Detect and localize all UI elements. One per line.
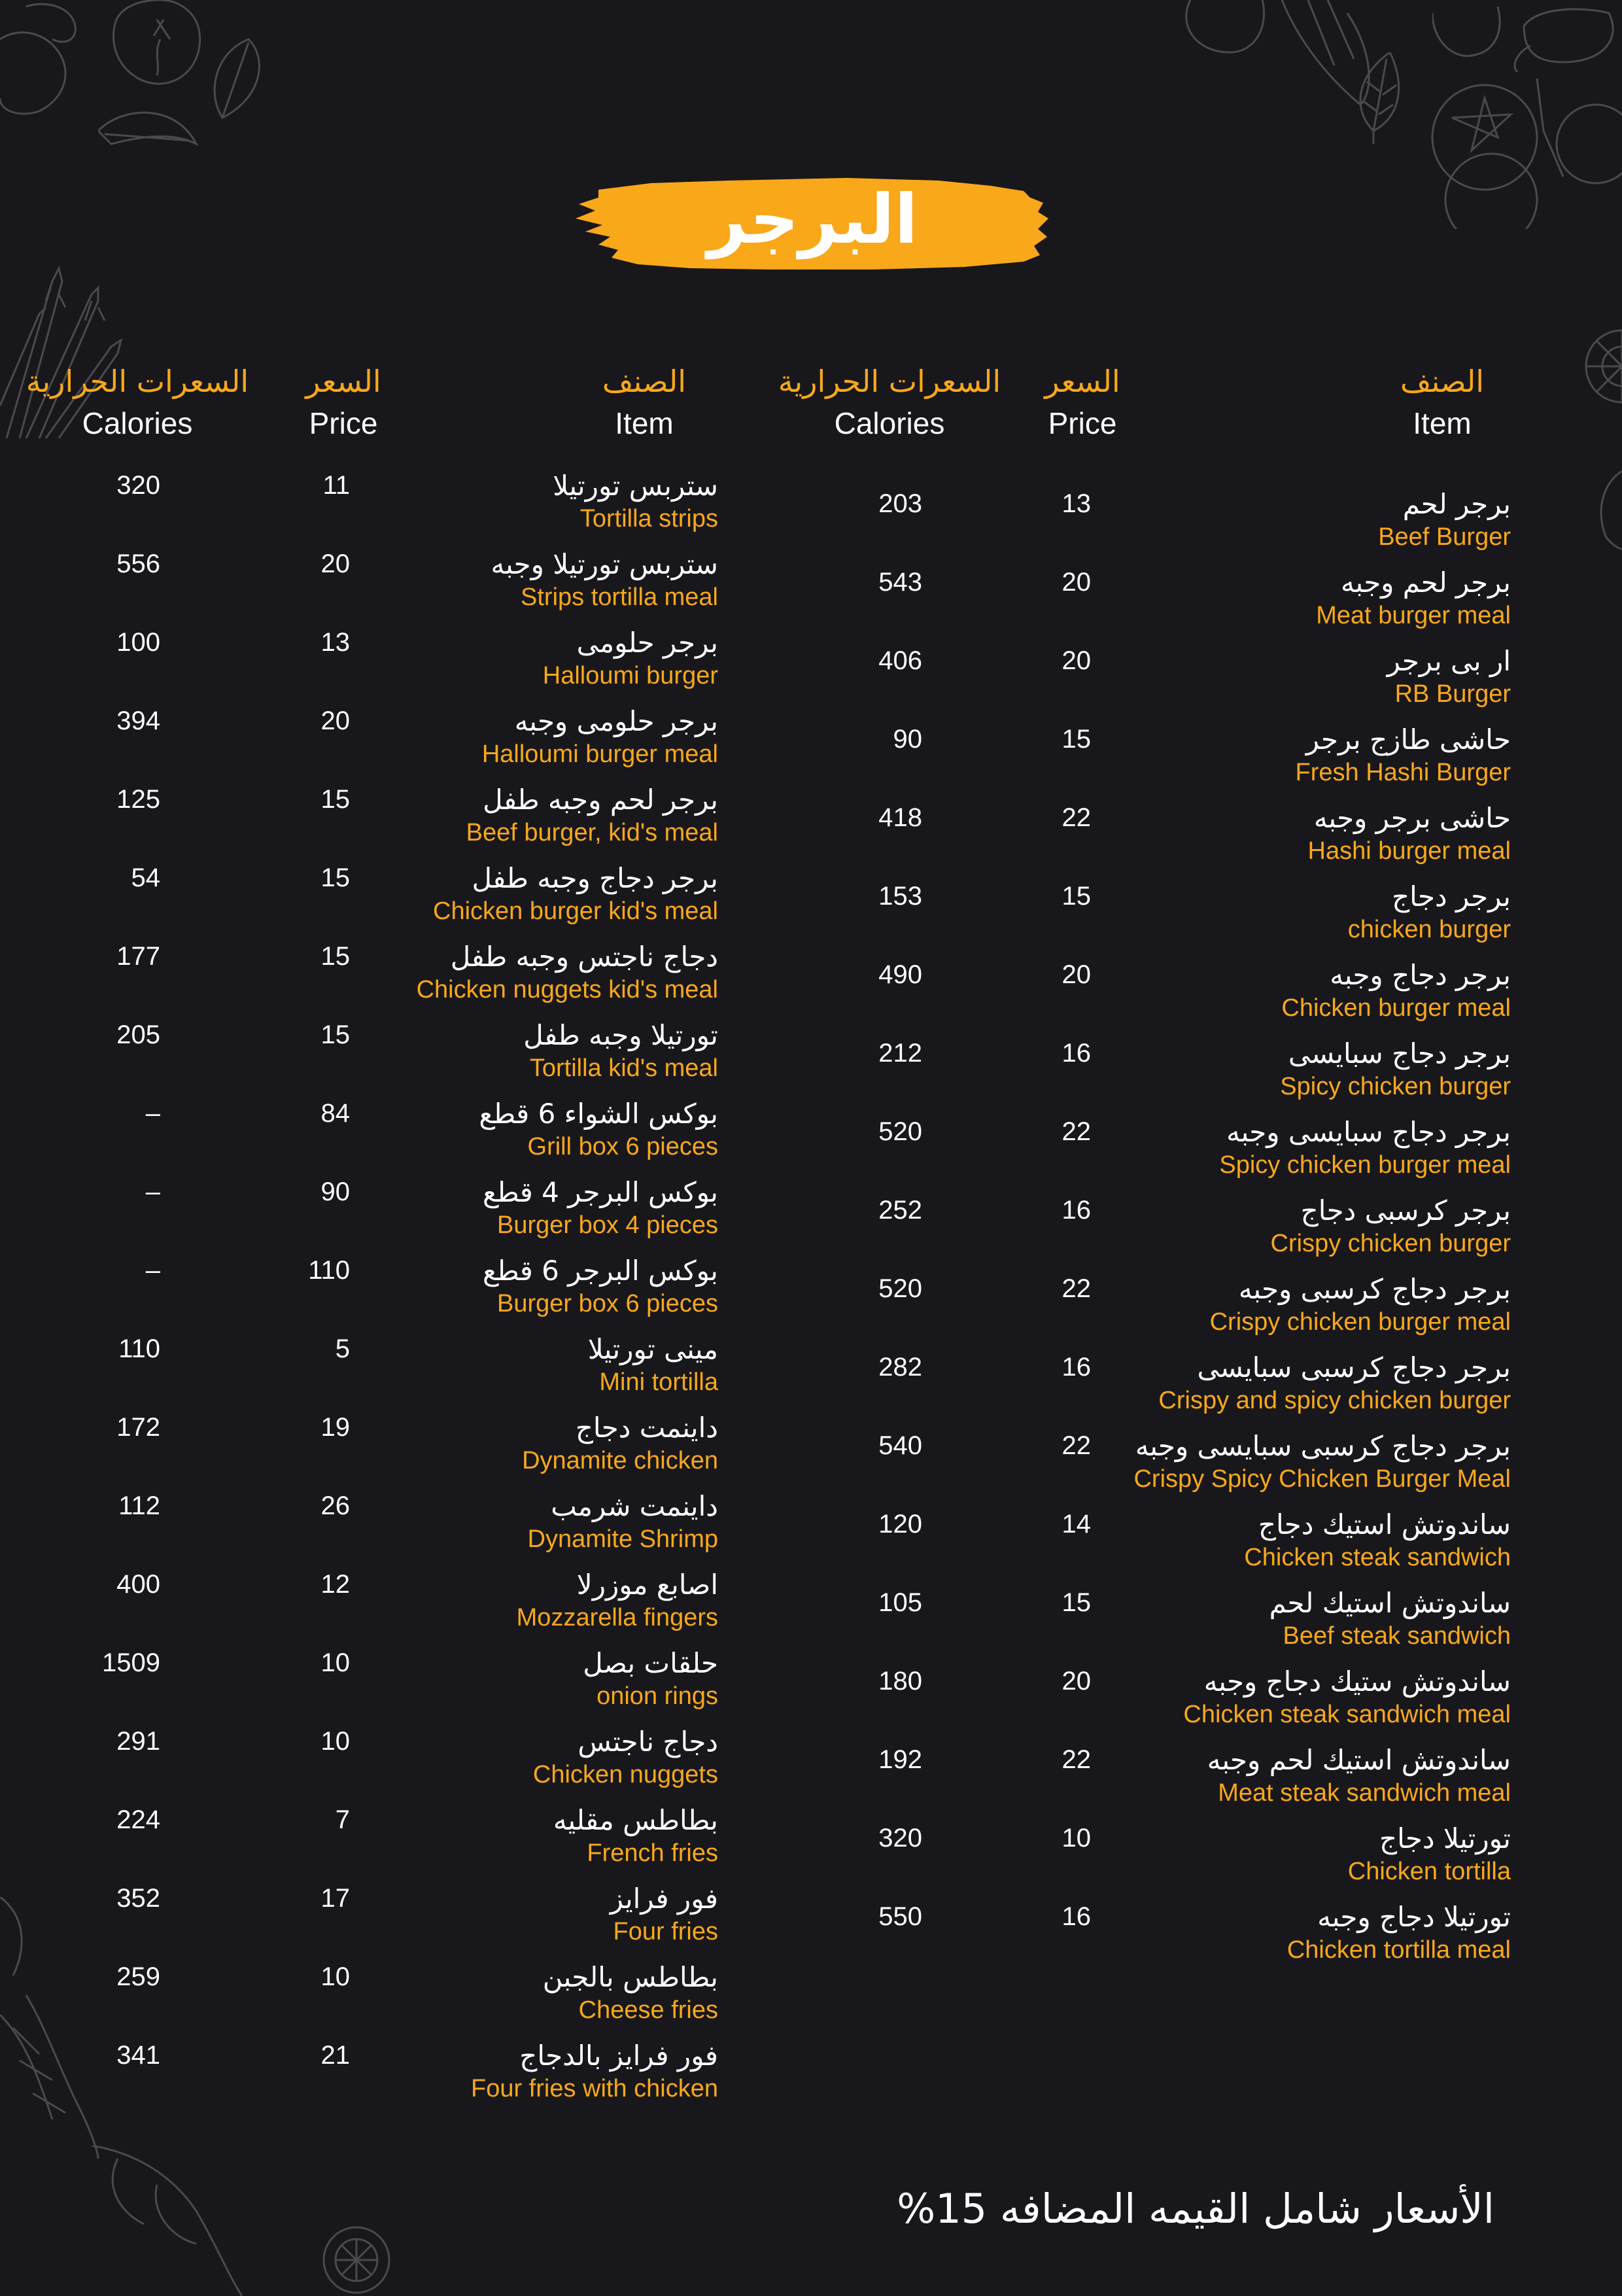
menu-item-name <box>553 1804 718 1867</box>
item-name-en: Dynamite Shrimp <box>527 1525 718 1553</box>
item-name-ar: ستربس تورتيلا وجبه <box>491 548 718 580</box>
left-header-price <box>288 366 399 438</box>
menu-item-row <box>0 862 1622 943</box>
menu-item-row <box>0 1571 1622 1650</box>
item-name-en: Chicken nuggets <box>532 1761 718 1788</box>
item-name-en: Strips tortilla meal <box>521 583 718 611</box>
item-name-ar: برجر لحم وجبه طفل <box>483 784 718 816</box>
item-name-en: Chicken nuggets kid's meal <box>416 976 718 1003</box>
item-price: 110 <box>308 1256 350 1285</box>
item-calories: 490 <box>878 960 922 989</box>
item-name-en: Chicken steak sandwich <box>1244 1544 1511 1571</box>
item-calories: 172 <box>116 1413 160 1442</box>
item-calories: 180 <box>878 1667 922 1696</box>
item-calories: 1509 <box>102 1648 160 1677</box>
item-price: 20 <box>1061 646 1091 675</box>
item-price: 14 <box>1061 1510 1091 1539</box>
item-calories: 320 <box>116 471 160 500</box>
item-calories: – <box>145 1256 160 1285</box>
item-name-ar: تورتيلا دجاج <box>1379 1822 1511 1854</box>
item-price: 10 <box>320 1727 350 1756</box>
item-name-ar: ار بى برجر <box>1387 645 1511 677</box>
menu-item-name <box>417 943 718 1002</box>
item-name-en: Beef Burger <box>1378 523 1511 551</box>
item-name-ar: برجر دجاج كرسبى سبايسى <box>1197 1351 1511 1383</box>
item-price: 20 <box>1061 960 1091 989</box>
item-calories: 100 <box>116 628 160 657</box>
item-name-en: Beef steak sandwich <box>1283 1622 1511 1650</box>
item-name-ar: برجر دجاج سبايسى وجبه <box>1226 1116 1511 1148</box>
item-name-en: Four fries with chicken <box>470 2075 718 2102</box>
item-name-en: Crispy Spicy Chicken Burger Meal <box>1133 1465 1511 1493</box>
item-calories: 90 <box>893 725 922 754</box>
menu-item-name <box>433 862 718 925</box>
item-name-ar: ساندوتش استيك لحم <box>1269 1587 1511 1619</box>
item-name-ar: تورتيلا دجاج وجبه <box>1317 1901 1511 1933</box>
item-calories: 400 <box>116 1570 160 1599</box>
menu-item-row <box>0 1647 1622 1728</box>
menu-item-name <box>527 1490 718 1553</box>
header-calories-en: Calories <box>834 406 945 440</box>
item-name-ar: ساندوتش ستيك دجاج وجبه <box>1203 1665 1511 1697</box>
item-calories: 153 <box>878 882 922 911</box>
item-price: 15 <box>1061 882 1091 911</box>
menu-item-row <box>0 1490 1622 1571</box>
leaf-sketch-icon <box>209 33 268 124</box>
item-calories: 320 <box>878 1824 922 1852</box>
item-price: 21 <box>320 2041 350 2070</box>
item-name-en: Halloumi burger <box>542 662 718 689</box>
item-name-en: Grill box 6 pieces <box>527 1133 718 1160</box>
basil-leaf-sketch-icon <box>1354 52 1406 144</box>
item-name-en: chicken burger <box>1347 916 1511 943</box>
item-name-ar: داينمت دجاج <box>575 1412 718 1444</box>
menu-item-row <box>0 2042 1622 2121</box>
item-calories: 177 <box>116 942 160 971</box>
menu-item-name <box>517 1571 718 1630</box>
item-calories: 291 <box>116 1727 160 1756</box>
menu-item-name <box>466 786 718 845</box>
item-calories: – <box>145 1177 160 1206</box>
menu-item-row <box>0 786 1622 865</box>
header-price-en: Price <box>309 406 378 440</box>
item-name-en: Crispy chicken burger meal <box>1209 1308 1511 1336</box>
item-name-ar: بطاطس بالجبن <box>542 1961 718 1993</box>
item-price: 13 <box>1061 489 1091 518</box>
item-calories: 54 <box>131 863 160 892</box>
item-price: 10 <box>320 1962 350 1991</box>
onion-sketch-icon <box>1177 0 1426 105</box>
item-name-ar: تورتيلا وجبه طفل <box>523 1019 718 1051</box>
left-header-item <box>582 366 706 438</box>
herb-sketch-icon <box>78 2146 249 2296</box>
item-name-ar: برجر دجاج وجبه طفل <box>472 862 718 894</box>
item-name-ar: برجر حلومى <box>576 627 718 659</box>
item-name-ar: دجاج ناجتس <box>578 1726 718 1758</box>
item-price: 16 <box>1061 1039 1091 1068</box>
lemon-sketch-icon <box>320 2224 392 2296</box>
menu-item-row <box>0 1333 1622 1414</box>
item-price: 15 <box>320 863 350 892</box>
menu-item-row <box>0 705 1622 786</box>
menu-item-name <box>471 2042 718 2101</box>
item-price: 22 <box>1061 1431 1091 1460</box>
right-header-price <box>1027 366 1138 438</box>
item-price: 20 <box>320 549 350 578</box>
menu-item-name <box>481 705 718 768</box>
item-price: 15 <box>320 1020 350 1049</box>
item-price: 13 <box>320 628 350 657</box>
item-name-en: Mini tortilla <box>599 1368 718 1396</box>
item-calories: 212 <box>878 1039 922 1068</box>
item-name-ar: برجر دجاج كرسبى وجبه <box>1238 1273 1511 1305</box>
item-name-en: Meat burger meal <box>1316 602 1511 629</box>
item-name-ar: دجاج ناجتس وجبه طفل <box>450 941 718 973</box>
menu-item-row <box>0 943 1622 1022</box>
item-price: 10 <box>1061 1824 1091 1852</box>
item-name-en: Mozzarella fingers <box>516 1604 718 1631</box>
item-price: 15 <box>1061 725 1091 754</box>
menu-item-name <box>610 1885 718 1944</box>
item-name-ar: اصابع موزرلا <box>576 1569 718 1601</box>
item-price: 22 <box>1061 1117 1091 1146</box>
header-price-ar: السعر <box>305 364 381 399</box>
item-price: 16 <box>1061 1353 1091 1382</box>
header-item-ar: الصنف <box>1400 364 1485 399</box>
menu-item-name <box>482 1176 718 1239</box>
item-name-en: Tortilla strips <box>579 505 718 532</box>
item-name-ar: فور فرايز بالدجاج <box>519 2040 718 2072</box>
item-name-en: Fresh Hashi Burger <box>1295 759 1511 786</box>
item-name-ar: فور فرايز <box>610 1883 718 1915</box>
menu-item-row <box>0 1804 1622 1885</box>
header-calories-ar: السعرات الحرارية <box>778 364 1001 399</box>
vat-note: الأسعار شامل القيمه المضافه 15% <box>897 2185 1494 2233</box>
item-calories: 224 <box>116 1805 160 1834</box>
item-name-en: Cheese fries <box>578 1996 718 2024</box>
item-price: 26 <box>320 1491 350 1520</box>
item-name-ar: بطاطس مقليه <box>553 1804 718 1836</box>
menu-item-row <box>0 548 1622 629</box>
item-name-ar: برجر دجاج سبايسى <box>1288 1037 1511 1070</box>
item-name-en: Spicy chicken burger meal <box>1219 1151 1511 1179</box>
item-price: 5 <box>335 1334 350 1363</box>
header-calories-ar: السعرات الحرارية <box>26 364 249 399</box>
menu-item-row <box>0 472 1622 551</box>
menu-item-row <box>0 1257 1622 1336</box>
header-item-en: Item <box>615 406 674 440</box>
menu-item-row <box>0 1176 1622 1257</box>
item-name-en: French fries <box>587 1839 718 1867</box>
item-price: 90 <box>320 1177 350 1206</box>
menu-item-row <box>0 1885 1622 1964</box>
item-calories: 341 <box>116 2041 160 2070</box>
item-calories: 282 <box>878 1353 922 1382</box>
item-name-ar: بوكس الشواء 6 قطع <box>479 1098 718 1130</box>
item-price: 7 <box>335 1805 350 1834</box>
item-name-en: Chicken burger kid's meal <box>433 897 718 925</box>
item-name-ar: ساندوتش استيك دجاج <box>1258 1508 1511 1540</box>
item-price: 22 <box>1061 803 1091 832</box>
menu-item-name <box>523 1019 718 1082</box>
item-calories: 192 <box>878 1745 922 1774</box>
item-name-en: Four fries <box>613 1918 718 1945</box>
header-price-ar: السعر <box>1044 364 1120 399</box>
menu-item-row <box>0 1414 1622 1493</box>
item-calories: 406 <box>878 646 922 675</box>
item-calories: 550 <box>878 1902 922 1931</box>
item-calories: 556 <box>116 549 160 578</box>
menu-item-name <box>587 1333 718 1396</box>
menu-item-name <box>543 629 718 688</box>
item-calories: 125 <box>116 785 160 814</box>
item-price: 22 <box>1061 1745 1091 1774</box>
right-header-calories <box>772 366 1007 438</box>
leaf-sketch-icon <box>98 105 203 157</box>
item-name-ar: حاشى برجر وجبه <box>1313 802 1511 834</box>
item-name-ar: برجر لحم وجبه <box>1341 566 1511 599</box>
item-name-ar: برجر حلومى وجبه <box>514 705 718 737</box>
item-calories: 418 <box>878 803 922 832</box>
item-calories: 105 <box>878 1588 922 1617</box>
item-name-ar: ستربس تورتيلا <box>553 470 718 502</box>
item-calories: 112 <box>118 1491 160 1520</box>
item-name-en: Chicken tortilla meal <box>1286 1936 1511 1964</box>
item-name-en: Meat steak sandwich meal <box>1218 1779 1511 1807</box>
item-name-ar: داينمت شرمب <box>551 1490 718 1522</box>
item-calories: 259 <box>116 1962 160 1991</box>
item-calories: 203 <box>878 489 922 518</box>
item-name-en: Beef burger, kid's meal <box>466 819 718 846</box>
item-name-en: Burger box 6 pieces <box>497 1290 718 1317</box>
item-calories: 520 <box>878 1117 922 1146</box>
header-price-en: Price <box>1048 406 1117 440</box>
item-price: 15 <box>1061 1588 1091 1617</box>
item-price: 16 <box>1061 1196 1091 1225</box>
item-name-en: Dynamite chicken <box>522 1447 718 1474</box>
menu-item-row <box>0 1100 1622 1179</box>
item-name-en: Burger box 4 pieces <box>497 1211 718 1239</box>
header-item-ar: الصنف <box>602 364 687 399</box>
item-name-en: Chicken burger meal <box>1281 994 1511 1022</box>
item-name-ar: برجر كرسبى دجاج <box>1300 1194 1511 1226</box>
item-price: 20 <box>1061 568 1091 597</box>
menu-item-name <box>533 1728 718 1787</box>
item-price: 15 <box>320 785 350 814</box>
item-name-en: onion rings <box>596 1682 718 1710</box>
item-name-en: RB Burger <box>1394 680 1511 708</box>
item-name-en: Halloumi burger meal <box>481 740 718 768</box>
menu-item-name <box>583 1647 718 1710</box>
item-calories: 120 <box>878 1510 922 1539</box>
menu-item-name <box>483 1257 718 1316</box>
mushroom-sketch-icon <box>0 0 85 118</box>
item-calories: 252 <box>878 1196 922 1225</box>
item-price: 16 <box>1061 1902 1091 1931</box>
item-name-en: Hashi burger meal <box>1307 837 1511 865</box>
page-title: البرجر <box>707 179 918 259</box>
header-calories-en: Calories <box>82 406 193 440</box>
left-header-calories <box>20 366 255 438</box>
item-price: 22 <box>1061 1274 1091 1303</box>
item-calories: 394 <box>116 706 160 735</box>
item-calories: 540 <box>878 1431 922 1460</box>
menu-item-row <box>0 1961 1622 2042</box>
item-price: 20 <box>1061 1667 1091 1696</box>
item-calories: 520 <box>878 1274 922 1303</box>
item-price: 17 <box>320 1884 350 1913</box>
item-name-en: Spicy chicken burger <box>1280 1073 1511 1100</box>
item-name-en: Tortilla kid's meal <box>529 1054 718 1082</box>
menu-item-name <box>542 1961 718 2024</box>
item-name-ar: حاشى طازج برجر <box>1305 723 1511 756</box>
item-calories: 543 <box>878 568 922 597</box>
item-name-en: Crispy and spicy chicken burger <box>1158 1387 1511 1414</box>
lemon-sketch-icon <box>1570 327 1622 406</box>
item-price: 15 <box>320 942 350 971</box>
pepper-sketch-icon <box>1432 0 1622 72</box>
item-name-en: Crispy chicken burger <box>1270 1230 1511 1257</box>
item-name-ar: بوكس البرجر 4 قطع <box>482 1176 718 1208</box>
item-name-ar: برجر دجاج <box>1392 880 1511 913</box>
item-price: 20 <box>320 706 350 735</box>
tomato-sketch-icon <box>1413 78 1622 229</box>
menu-item-name <box>522 1414 718 1473</box>
menu-item-row <box>0 1019 1622 1100</box>
item-price: 11 <box>322 471 350 500</box>
item-calories: 205 <box>116 1020 160 1049</box>
title-banner <box>572 171 1053 273</box>
menu-item-name <box>491 548 718 611</box>
item-price: 84 <box>320 1099 350 1128</box>
item-name-en: Chicken tortilla <box>1347 1858 1511 1885</box>
item-calories: 110 <box>118 1334 160 1363</box>
menu-item-row <box>0 1728 1622 1807</box>
item-name-ar: بوكس البرجر 6 قطع <box>482 1255 718 1287</box>
item-price: 12 <box>320 1570 350 1599</box>
right-header-item <box>1380 366 1504 438</box>
item-name-ar: برجر دجاج وجبه <box>1330 959 1511 991</box>
item-name-en: Chicken steak sandwich meal <box>1183 1701 1511 1728</box>
item-name-ar: مينى تورتيلا <box>587 1333 718 1365</box>
menu-item-row <box>0 629 1622 708</box>
pepper-sketch-icon <box>108 0 206 88</box>
menu-item-name <box>553 472 718 531</box>
item-name-ar: ساندوتش استيك لحم وجبه <box>1207 1744 1511 1776</box>
item-price: 10 <box>320 1648 350 1677</box>
menu-item-name <box>479 1100 718 1159</box>
item-calories: 352 <box>116 1884 160 1913</box>
item-name-ar: حلقات بصل <box>583 1647 718 1679</box>
item-name-ar: برجر دجاج كرسبى سبايسى وجبه <box>1135 1430 1511 1462</box>
item-price: 19 <box>320 1413 350 1442</box>
header-item-en: Item <box>1413 406 1472 440</box>
item-name-ar: برجر لحم <box>1402 488 1511 520</box>
item-calories: – <box>145 1099 160 1128</box>
